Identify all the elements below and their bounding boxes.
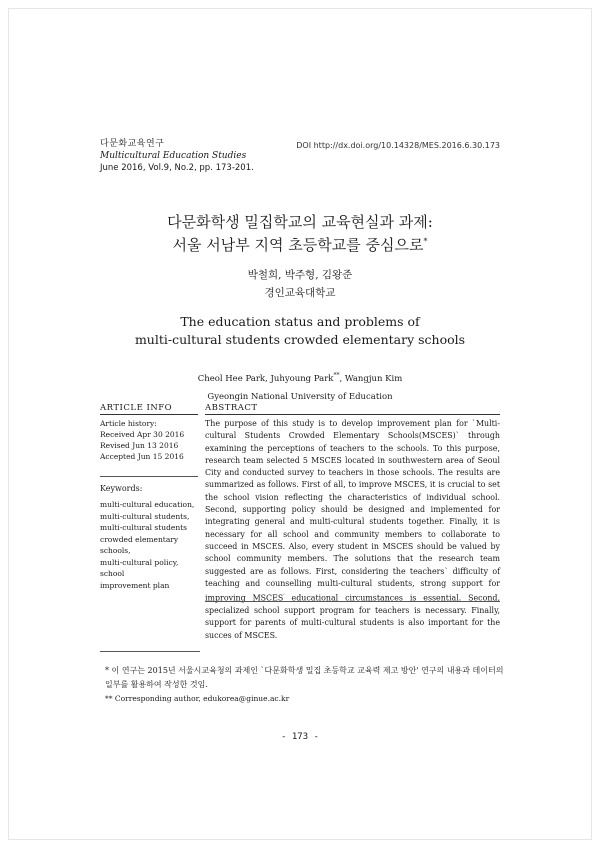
keyword-item: multi-cultural education, (100, 500, 195, 509)
title-footnote-marker[interactable]: * (423, 237, 428, 246)
page-number: - 173 - (281, 732, 319, 742)
keyword-item: crowded elementary schools, (100, 534, 179, 555)
revised-date: Revised Jun 13 2016 (100, 441, 179, 450)
keyword-item: multi-cultural students, (100, 511, 190, 521)
corresponding-author-marker[interactable]: ** (333, 372, 340, 379)
article-info-heading: ARTICLE INFO (100, 403, 173, 413)
abstract-body (205, 418, 500, 642)
english-author-names-b: , Wangjun Kim (339, 373, 403, 384)
journal-name-ko: 다문화교육연구 (100, 139, 165, 149)
english-authors (0, 367, 600, 406)
keyword-item: multi-cultural students (100, 523, 188, 532)
abstract-apostrophe: ' (283, 593, 285, 600)
doi-link[interactable]: DOI http://dx.doi.org/10.14328/MES.2016.6.30.173 (296, 141, 500, 150)
history-divider (100, 476, 198, 477)
abstract-heading: ABSTRACT (205, 403, 258, 413)
article-history-label: Article history: (100, 419, 157, 428)
korean-author-names: 박철희, 박주형, 김왕준 (247, 269, 353, 281)
journal-header (100, 138, 254, 174)
keyword-item: multi-cultural policy, school (100, 557, 179, 578)
footnote-funding-text: 이 연구는 2015년 서울시교육청의 과제인 `다문화학생 밀집 초등학교 교육력 제고 방안' 연구의 내용과 데이터의 일부를 활용하여 작성한 것임. (105, 666, 504, 689)
footnote-corresponding-text: Corresponding author, edukorea@ginue.ac.kr (114, 694, 290, 703)
english-author-names-a: Cheol Hee Park, Juhyoung Park (197, 373, 334, 384)
abstract-bottom-rule (205, 601, 500, 602)
footnote-corresponding (105, 693, 505, 705)
footnote-corresponding-marker: ** (105, 694, 113, 703)
article-info-rule (100, 414, 198, 415)
english-affiliation: Gyeongin National University of Education (207, 391, 393, 402)
korean-authors (0, 266, 600, 302)
korean-title-line2-text: 서울 서남부 지역 초등학교를 중심으로 (172, 236, 424, 254)
article-history (100, 418, 200, 462)
english-title-line1: The education status and problems of (180, 314, 420, 329)
abstract-text-part2: educational circumstances is essential. Second, specialized school support program for teachers is necessary. Finally, support for parents of multi-cultural students is also important for the succes of MSCES. (205, 593, 500, 640)
keyword-list (100, 499, 200, 591)
english-title (0, 313, 600, 349)
footnote-funding-marker: * (105, 666, 109, 675)
korean-affiliation: 경인교육대학교 (264, 287, 336, 299)
received-date: Received Apr 30 2016 (100, 430, 185, 439)
korean-title (0, 212, 600, 255)
keyword-item: improvement plan (100, 580, 170, 590)
accepted-date: Accepted Jun 15 2016 (100, 452, 184, 461)
footnote-funding (105, 664, 505, 692)
journal-name-en: Multicultural Education Studies (100, 151, 247, 161)
korean-title-line1: 다문화학생 밀집학교의 교육현실과 과제: (167, 213, 433, 231)
abstract-rule (205, 414, 500, 415)
abstract-text-part1: The purpose of this study is to develop improvement plan for `Multi-cultural Students Crowded Elementary Schools(MSCES)` through examining the perceptions of teachers to the schools. To this purpose, research team selected 5 MSCES located in southwestern area of Seoul City and conducted survey to teachers in those schools. The results are summarized as follows. First of all, to improve MSCES, it is crucial to set the school vision reflecting the characteristics of individual school. Second, supporting policy should be designed and implemented for integrating general and multi-cultural students together. Finally, it is necessary for all school and community members to collaborate to succeed in MSCES. Also, every student in MSCES should be valued by school community members. The solutions that the research team suggested are as follows. First, considering the teachers` difficulty of teaching and counselling multi-cultural students, strong support for improving MSCES (205, 419, 500, 603)
keywords-label: Keywords: (100, 484, 143, 493)
korean-title-line2 (0, 232, 600, 255)
english-title-line2: multi-cultural students crowded elementary schools (134, 332, 466, 347)
footnote-separator (100, 651, 200, 652)
journal-volume-info: June 2016, Vol.9, No.2, pp. 173-201. (100, 163, 254, 173)
english-author-names (0, 367, 600, 388)
